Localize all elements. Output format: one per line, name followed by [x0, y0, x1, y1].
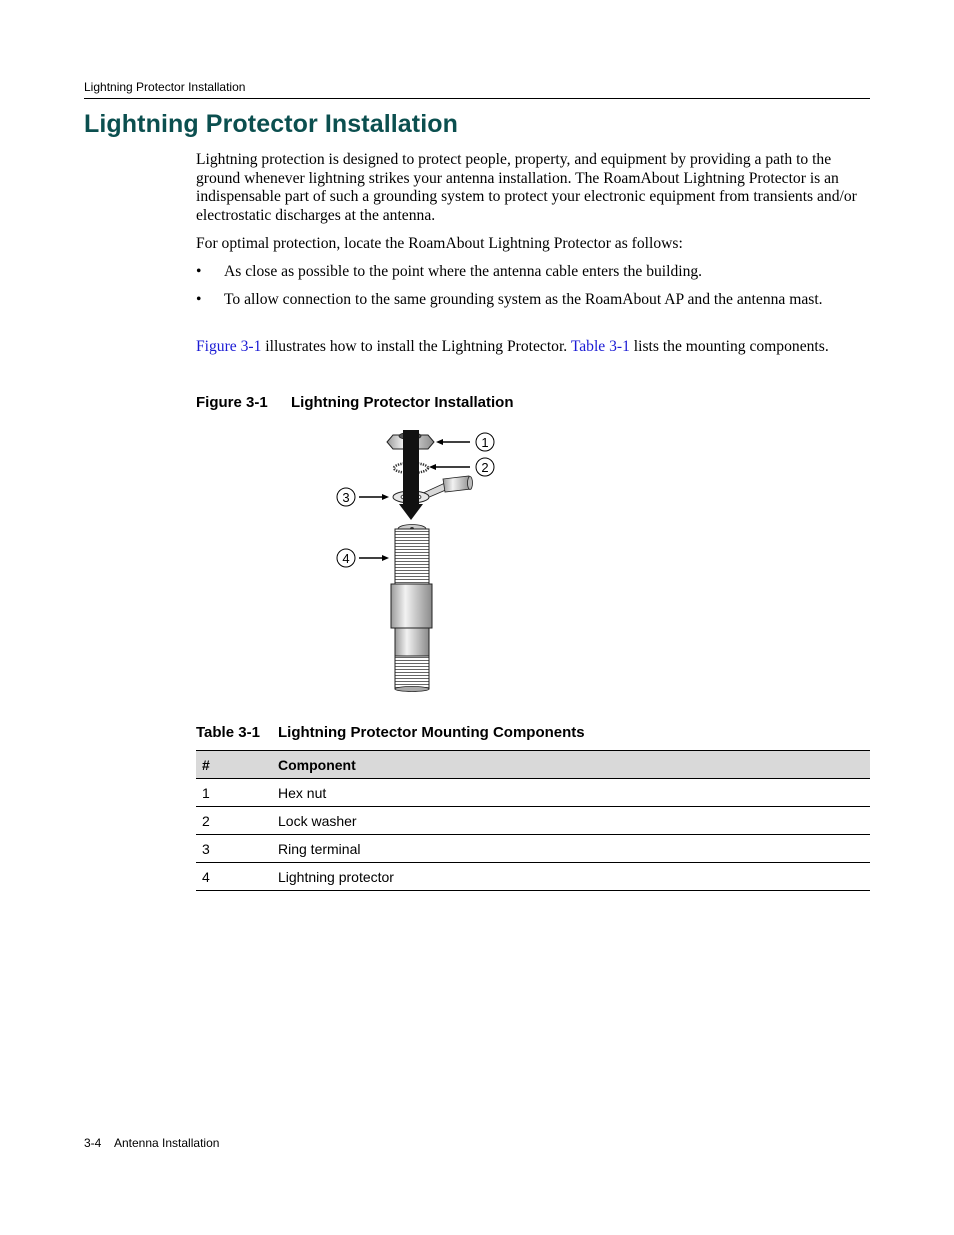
callout-2-label: 2	[481, 460, 489, 475]
lightning-protector-shape	[391, 525, 432, 692]
cross-reference-paragraph	[196, 338, 870, 357]
xref-middle-text: illustrates how to install the Lightning Protector.	[261, 338, 571, 355]
table-cell: 2	[196, 807, 272, 835]
callout-2	[476, 458, 494, 476]
callout-4	[337, 549, 355, 567]
callout-1-label: 1	[481, 435, 489, 450]
callout-1	[476, 433, 494, 451]
table-cell: 3	[196, 835, 272, 863]
table-link[interactable]: Table 3-1	[570, 338, 630, 355]
intro-paragraph	[196, 151, 870, 225]
bullet-marker: •	[196, 263, 202, 280]
page-number: 3-4	[84, 1136, 102, 1150]
chapter-title: Antenna Installation	[114, 1136, 220, 1150]
table-row	[196, 807, 870, 835]
list-item-text: To allow connection to the same grounding system as the RoamAbout AP and the antenna mast.	[224, 291, 823, 308]
callout-4-label: 4	[342, 551, 350, 566]
table-cell: Hex nut	[272, 779, 870, 807]
column-header-number: #	[196, 751, 272, 779]
table-number: Table 3-1	[196, 724, 260, 741]
table-cell: Lock washer	[272, 807, 870, 835]
column-header-component: Component	[272, 751, 870, 779]
figure-title: Lightning Protector Installation	[291, 394, 514, 411]
header-rule	[84, 98, 870, 99]
table-row	[196, 835, 870, 863]
figure-number: Figure 3-1	[196, 394, 268, 411]
callout-3	[337, 488, 355, 506]
table-cell: Ring terminal	[272, 835, 870, 863]
page-title: Lightning Protector Installation	[84, 110, 459, 138]
table-caption	[196, 724, 585, 741]
list-item-text: As close as possible to the point where the antenna cable enters the building.	[224, 263, 703, 280]
table-row	[196, 779, 870, 807]
locate-text: For optimal protection, locate the RoamAbout Lightning Protector as follows:	[196, 235, 683, 252]
table-cell: 4	[196, 863, 272, 891]
components-table	[196, 750, 870, 891]
callout-3-label: 3	[342, 490, 350, 505]
table-row	[196, 863, 870, 891]
lightning-protector-diagram	[330, 425, 505, 695]
running-footer	[84, 1136, 219, 1150]
table-cell: 1	[196, 779, 272, 807]
locate-paragraph	[196, 235, 870, 254]
running-header: Lightning Protector Installation	[84, 80, 246, 94]
figure-link[interactable]: Figure 3-1	[196, 338, 262, 355]
intro-text: Lightning protection is designed to protect people, property, and equipment by providing a path to the ground whenever lightning strikes your antenna installation. The RoamAbout Lightning Protector is an indispensable part of such a grounding system to protect your electronic equipment from transients and/or electrostatic discharges at the antenna.	[196, 151, 857, 224]
figure-caption	[196, 394, 514, 411]
table-cell: Lightning protector	[272, 863, 870, 891]
bullet-marker: •	[196, 291, 202, 308]
table-header-row	[196, 751, 870, 779]
table-title: Lightning Protector Mounting Components	[278, 724, 585, 741]
xref-end-text: lists the mounting components.	[629, 338, 829, 355]
